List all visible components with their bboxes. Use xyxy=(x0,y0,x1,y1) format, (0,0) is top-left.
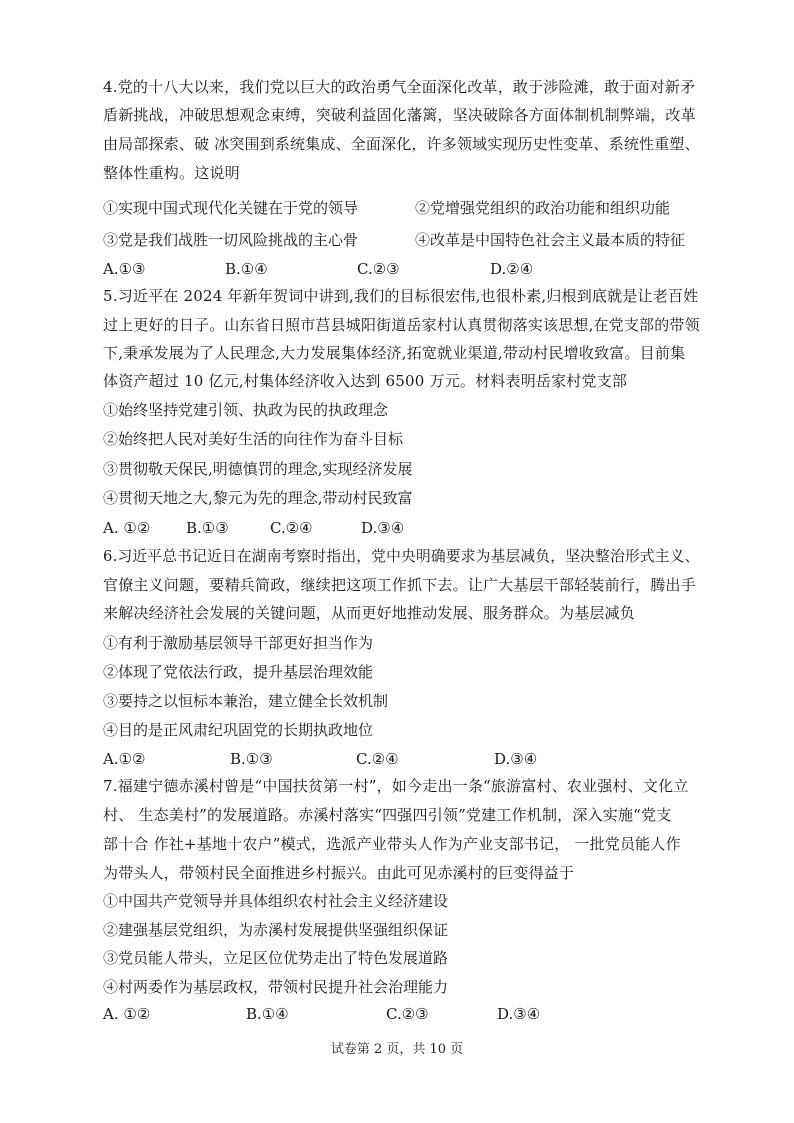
q6-choice-c: C.②④ xyxy=(356,750,399,768)
q7-stem-line-1: 7.福建宁德赤溪村曾是“中国扶贫第一村”，如今走出一条“旅游富村、农业强村、文化立 xyxy=(103,777,689,795)
q5-stem-line-1: 5.习近平在 2024 年新年贺词中讲到,我们的目标很宏伟,也很朴素,归根到底就是让老百姓 xyxy=(103,287,699,305)
q7-statement-3: ③党员能人带头，立足区位优势走出了特色发展道路 xyxy=(103,949,449,967)
q4-stem-line-3: 由局部探索、破 冰突围到系统集成、全面深化，许多领域实现历史性变革、系统性重塑、 xyxy=(103,135,700,153)
q5-choice-b: B.①③ xyxy=(186,519,229,537)
q4-choice-b: B.①④ xyxy=(225,260,268,278)
q7-stem-line-4: 为带头人，带领村民全面推进乡村振兴。由此可见赤溪村的巨变得益于 xyxy=(103,864,575,882)
q4-choice-c: C.②③ xyxy=(357,260,400,278)
q6-stem-line-1: 6.习近平总书记近日在湖南考察时指出，党中央明确要求为基层减负，坚决整治形式主义、 xyxy=(103,547,700,565)
q4-choice-d: D.②④ xyxy=(490,260,534,278)
q5-choice-d: D.③④ xyxy=(361,519,405,537)
q4-statement-2: ②党增强党组织的政治功能和组织功能 xyxy=(415,199,671,217)
q5-statement-2: ②始终把人民对美好生活的向往作为奋斗目标 xyxy=(103,430,404,448)
q7-stem-line-3: 部十合 作社+基地十农户”模式，选派产业带头人作为产业支部书记， 一批党员能人作 xyxy=(103,835,681,853)
q5-choice-a: A. ①② xyxy=(103,519,151,537)
q7-statement-1: ①中国共产党领导并具体组织农村社会主义经济建设 xyxy=(103,892,449,910)
q6-statement-2: ②体现了党依法行政，提升基层治理效能 xyxy=(103,663,374,681)
page-footer: 试卷第 2 页，共 10 页 xyxy=(330,1042,464,1057)
q5-statement-4: ④贯彻天地之大,黎元为先的理念,带动村民致富 xyxy=(103,489,413,507)
q7-choice-a: A. ①② xyxy=(103,1005,151,1023)
q4-stem-line-2: 盾新挑战，冲破思想观念束缚，突破利益固化藩篱，坚决破除各方面体制机制弊端，改革 xyxy=(103,106,696,124)
q4-statement-3: ③党是我们战胜一切风险挑战的主心骨 xyxy=(103,231,359,249)
q6-statement-4: ④目的是正风肃纪巩固党的长期执政地位 xyxy=(103,721,374,739)
q7-choice-d: D.③④ xyxy=(497,1005,541,1023)
q5-stem-line-2: 过上更好的日子。山东省日照市莒县城阳街道岳家村认真贯彻落实该思想,在党支部的带领 xyxy=(103,316,700,334)
q4-statement-4: ④改革是中国特色社会主义最本质的特征 xyxy=(415,231,686,249)
q7-statement-2: ②建强基层党组织，为赤溪村发展提供坚强组织保证 xyxy=(103,921,449,939)
q6-stem-line-2: 官僚主义问题，要精兵简政，继续把这项工作抓下去。让广大基层干部轻装前行，腾出手 xyxy=(103,576,696,594)
q6-choice-a: A.①② xyxy=(103,750,146,768)
q4-statement-1: ①实现中国式现代化关键在于党的领导 xyxy=(103,199,359,217)
q6-choice-d: D.③④ xyxy=(494,750,538,768)
q5-stem-line-4: 体资产超过 10 亿元,村集体经济收入达到 6500 万元。材料表明岳家村党支部 xyxy=(103,372,628,390)
q6-statement-1: ①有利于激励基层领导干部更好担当作为 xyxy=(103,634,374,652)
q4-stem-line-4: 整体性重构。这说明 xyxy=(103,164,240,182)
q5-statement-1: ①始终坚持党建引领、执政为民的执政理念 xyxy=(103,401,389,419)
q5-stem-line-3: 下,秉承发展为了人民理念,大力发展集体经济,拓宽就业渠道,带动村民增收致富。目前集 xyxy=(103,344,686,362)
q6-choice-b: B.①③ xyxy=(230,750,273,768)
q7-stem-line-2: 村、 生态美村”的发展道路。赤溪村落实“四强四引领”党建工作机制，深入实施“党支 xyxy=(103,806,672,824)
q4-choice-a: A.①③ xyxy=(103,260,146,278)
q7-choice-c: C.②③ xyxy=(386,1005,429,1023)
q7-statement-4: ④村两委作为基层政权，带领村民提升社会治理能力 xyxy=(103,978,449,996)
q6-stem-line-3: 来解决经济社会发展的关键问题，从而更好地推动发展、服务群众。为基层减负 xyxy=(103,604,636,622)
q5-statement-3: ③贯彻敬天保民,明德慎罚的理念,实现经济发展 xyxy=(103,460,413,478)
q5-choice-c: C.②④ xyxy=(270,519,313,537)
q4-stem-line-1: 4.党的十八大以来，我们党以巨大的政治勇气全面深化改革，敢于涉险滩，敢于面对新矛 xyxy=(103,78,696,96)
q6-statement-3: ③要持之以恒标本兼治，建立健全长效机制 xyxy=(103,692,389,710)
q7-choice-b: B.①④ xyxy=(246,1005,289,1023)
